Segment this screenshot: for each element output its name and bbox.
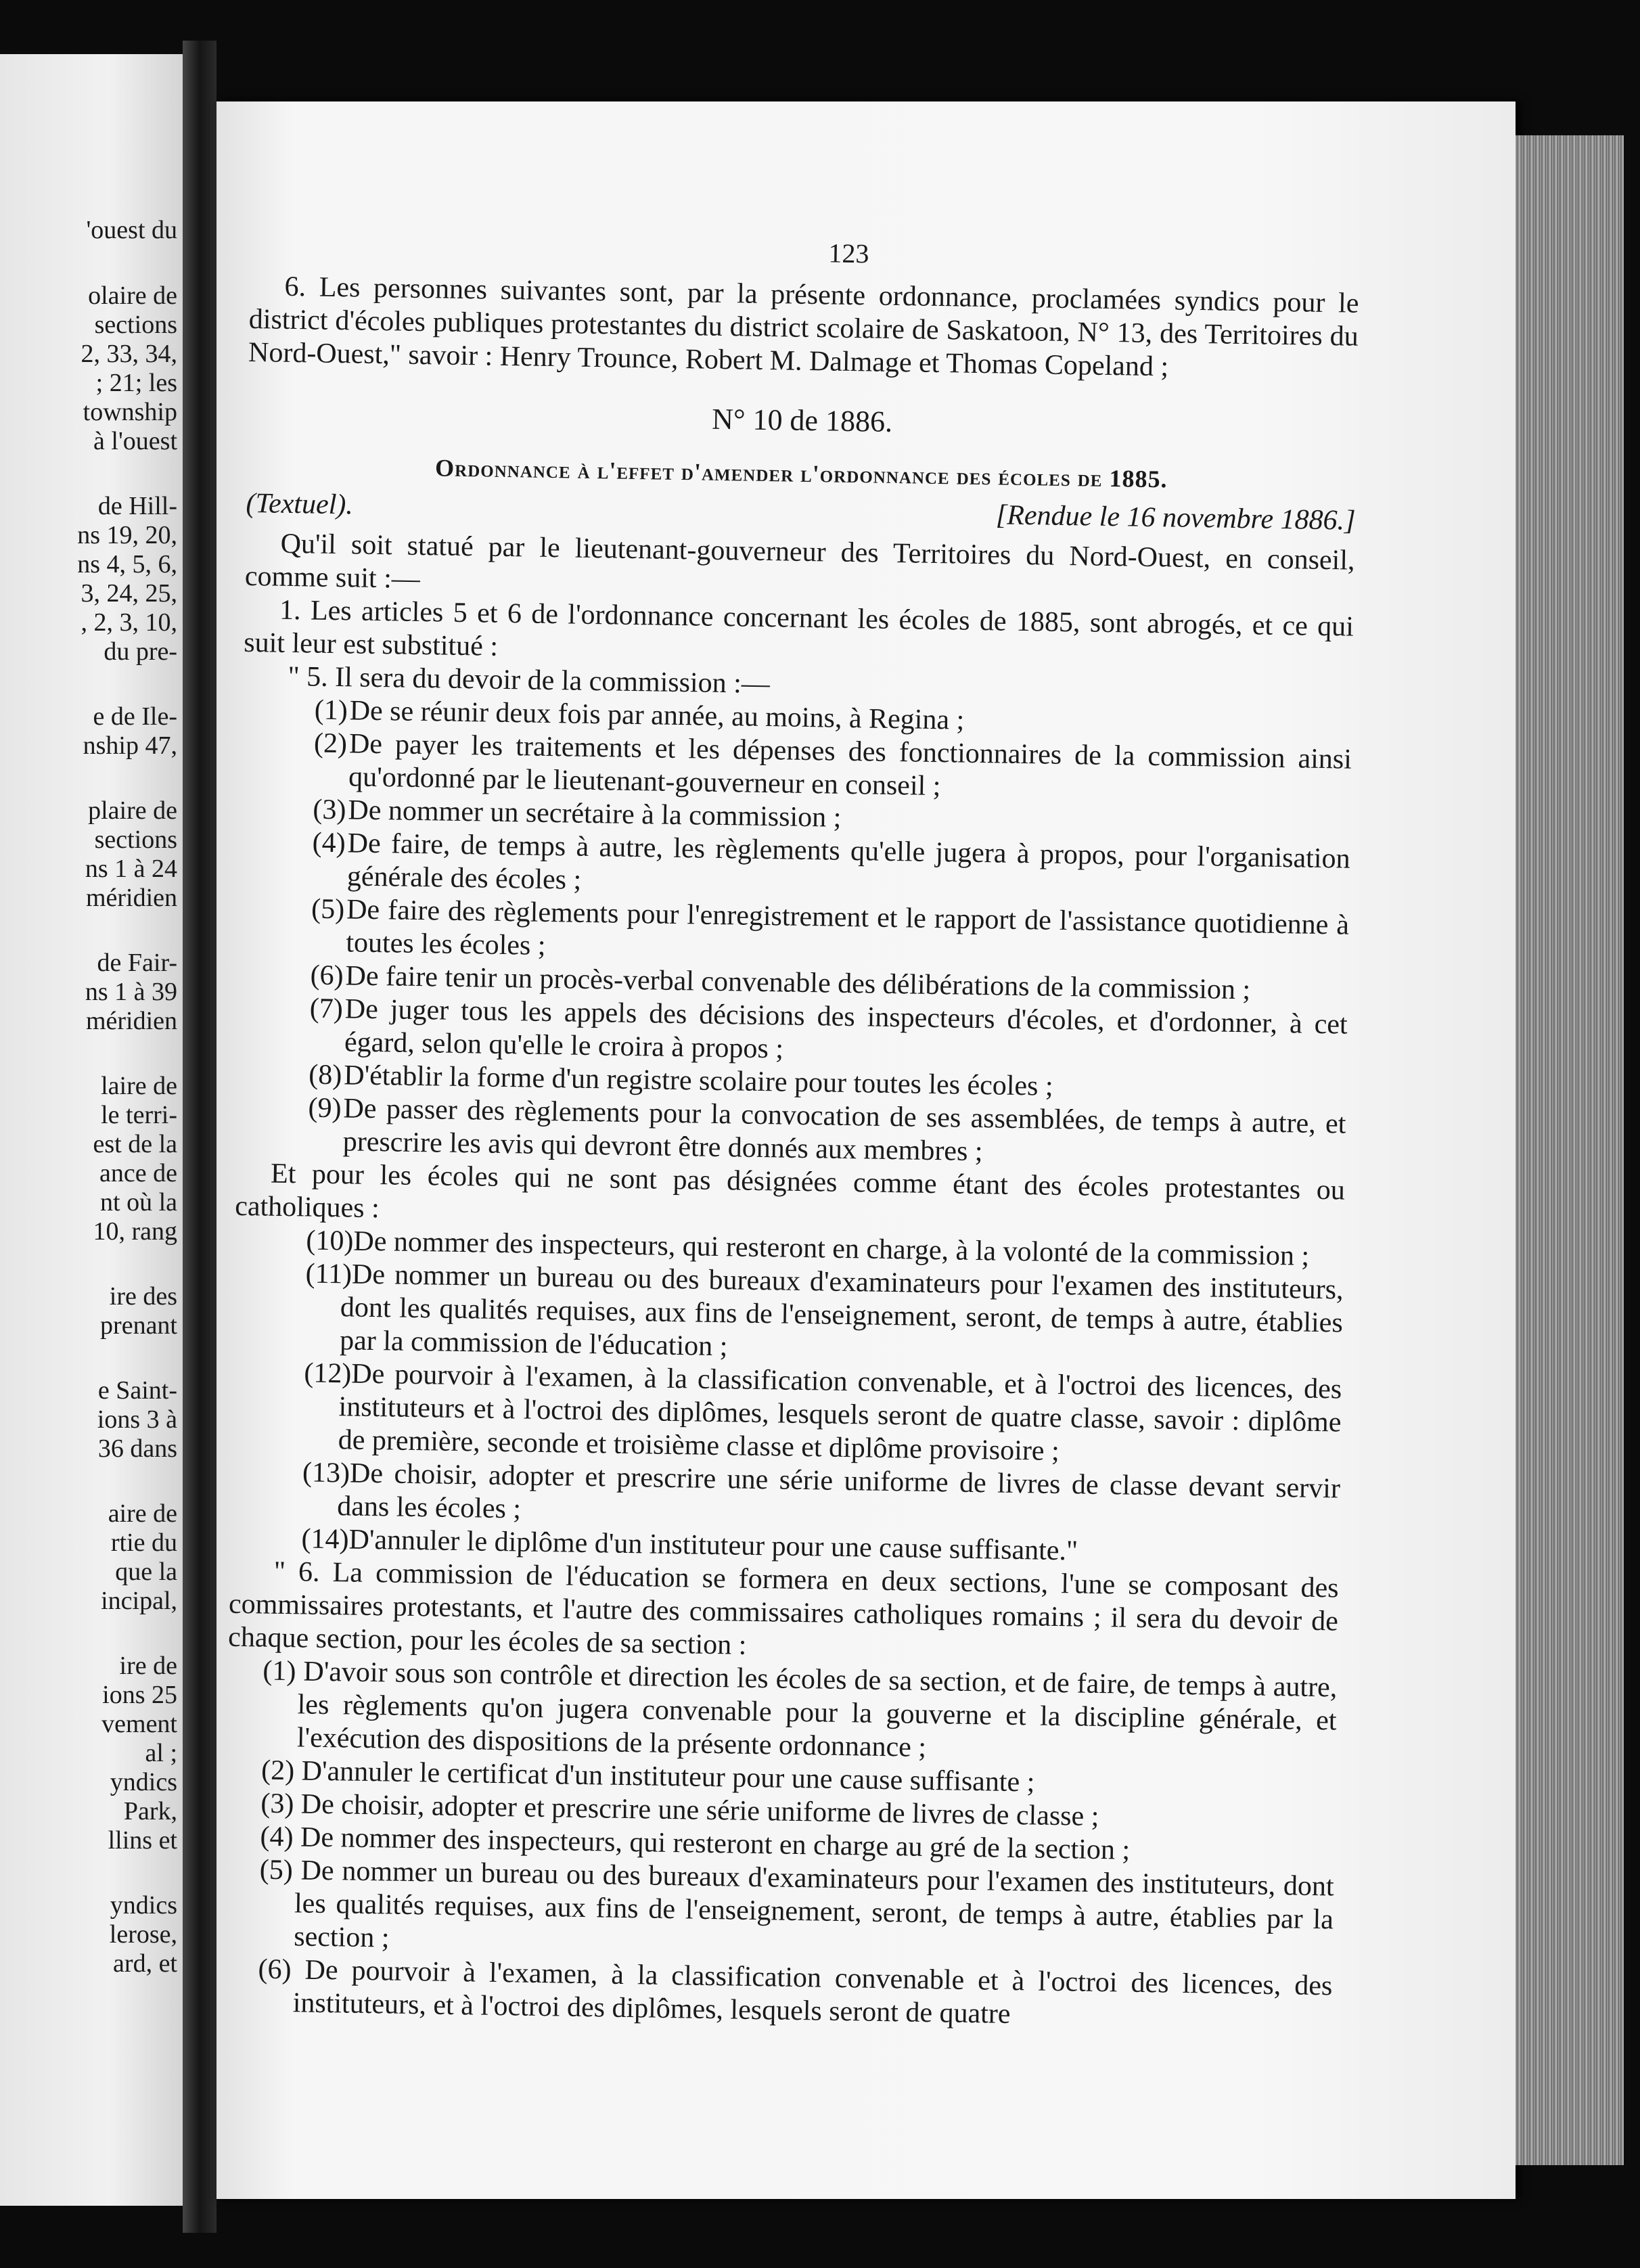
item-number: (7) (309, 993, 344, 1025)
left-page-line: llins et (108, 1826, 177, 1855)
item-text: De nommer des inspecteurs, qui resteront en charge au gré de la section ; (300, 1821, 1131, 1866)
item-number: (1) (314, 694, 348, 727)
left-page-line: ns 1 à 24 (85, 855, 177, 883)
item-text: De nommer un bureau ou des bureaux d'examinateurs pour l'examen des instituteurs, dont les qualités requises, aux fins de l'enseignement, seront, de temps à autre, établies par la commission de l'éducation ; (339, 1258, 1344, 1363)
left-page-line: , 2, 3, 10, (81, 608, 177, 637)
left-page-line: prenant (100, 1311, 177, 1340)
item-number: (8) (308, 1059, 342, 1091)
item-number: (1) (263, 1655, 304, 1687)
left-page-line: 36 dans (97, 1434, 177, 1463)
left-page-line: laire de (101, 1072, 177, 1100)
left-page-line: nship 47, (83, 731, 177, 760)
book-gutter (183, 41, 217, 2233)
item-number: (6) (310, 959, 344, 992)
left-page-line: incipal, (101, 1587, 177, 1615)
left-page-line: 2, 33, 34, (81, 340, 177, 368)
item-number: (6) (258, 1953, 305, 1986)
left-page-line: e Saint- (97, 1376, 177, 1405)
item-text: D'établir la forme d'un registre scolaire pour toutes les écoles ; (343, 1060, 1054, 1102)
item-number: (2) (260, 1754, 302, 1787)
left-page-line: rtie du (110, 1528, 177, 1557)
page-edges (1516, 135, 1624, 2165)
item-number: (3) (313, 794, 346, 826)
left-page-line: ire de (119, 1652, 177, 1680)
section-6-items (222, 1654, 1337, 2037)
item-text: De pourvoir à l'examen, à la classification convenable, et à l'octroi des licences, des instituteurs et à l'octroi des diplômes, lesquels seront de quatre classe, savoir : diplôme de première, seconde et troisième classe et diplôme provisoire ; (338, 1358, 1342, 1468)
item-text: De pourvoir à l'examen, à la classification convenable et à l'octroi des licences, des instituteurs, et à l'octroi des diplômes, lesquels seront de quatre (292, 1954, 1333, 2030)
left-page-line: ; 21; les (95, 369, 177, 397)
item-text: De choisir, adopter et prescrire une série uniforme de livres de classe ; (300, 1788, 1099, 1832)
list-item (231, 1356, 1342, 1473)
left-page-line: de Hill- (97, 492, 177, 520)
left-page-fragment (0, 54, 183, 2206)
item-text: De nommer des inspecteurs, qui resteront en charge, à la volonté de la commission ; (353, 1225, 1310, 1272)
item-number: (2) (313, 727, 348, 760)
section-6-intro: " 6. La commission de l'éducation se formera en deux sections, l'une se composant des commissaires protestants, et l'autre des commissaires catholiques romains ; il sera du devoir de chaque section, pour les écoles de sa section : (227, 1556, 1339, 1661)
ordinance-title: Ordonnance à l'effet d'amender l'ordonnance des écoles de 1885. (434, 454, 1168, 493)
left-page-line: sections (94, 311, 177, 339)
left-page-line: aire de (108, 1499, 177, 1528)
left-page-line: ns 1 à 39 (85, 978, 177, 1006)
article-1: 1. Les articles 5 et 6 de l'ordonnance concernant les écoles de 1885, sont abrogés, et ce qui suit leur est substitué : (243, 594, 1354, 662)
item-text: D'avoir sous son contrôle et direction les écoles de sa section, et de faire, de temps à autre, les règlements qu'on jugera convenable pour la gouverne et la discipline générale, et l'exécution des dispositions de la présente ordonnance ; (296, 1656, 1338, 1763)
left-page-line: nt où la (100, 1188, 177, 1217)
left-page-line: ns 4, 5, 6, (77, 550, 177, 579)
ordinance-number: N° 10 de 1886. (711, 402, 893, 438)
left-page-line: ard, et (113, 1949, 177, 1978)
item-text: De passer des règlements pour la convocation de ses assemblées, de temps à autre, et prescrire les avis qui devront être donnés aux membres ; (342, 1093, 1346, 1168)
page-text (222, 227, 1359, 2036)
left-page-line: 'ouest du (86, 216, 177, 244)
item-text: D'annuler le certificat d'un instituteur pour une cause suffisante ; (301, 1755, 1035, 1798)
left-page-line: de Fair- (97, 949, 177, 977)
item-text: De nommer un secrétaire à la commission ; (348, 794, 842, 834)
page-number: 123 (828, 237, 869, 269)
left-page-line: sections (94, 825, 177, 854)
left-page-line: méridien (85, 884, 177, 912)
item-text: De faire tenir un procès-verbal convenable des délibérations de la commission ; (345, 960, 1251, 1006)
left-page-line: est de la (93, 1130, 177, 1158)
item-text: De payer les traitements et les dépenses des fonctionnaires de la commission ainsi qu'ordonné par le lieutenant-gouverneur en conseil ; (348, 728, 1352, 802)
left-page-line: ire des (109, 1282, 177, 1311)
left-page-line: plaire de (88, 796, 177, 825)
left-page-line: que la (115, 1558, 177, 1586)
item-number: (4) (312, 827, 346, 859)
section-5-intro: " 5. Il sera du devoir de la commission :— (288, 660, 771, 700)
item-text: De faire des règlements pour l'enregistrement et le rapport de l'assistance quotidienne à toutes les écoles ; (346, 894, 1350, 961)
left-page-line: à l'ouest (93, 427, 177, 455)
item-number: (3) (260, 1788, 302, 1820)
paragraph-6: 6. Les personnes suivantes sont, par la présente ordonnance, proclamées syndics pour le district d'écoles publiques protestantes du district scolaire de Saskatoon, N° 13, des Territoires du Nord-Ouest," savoir : Henry Trounce, Robert M. Dalmage et Thomas Copeland ; (248, 271, 1359, 383)
item-number: (5) (311, 893, 345, 926)
item-number: (10) (306, 1225, 354, 1257)
textuel-label: (Textuel). (246, 487, 354, 521)
left-page-line: olaire de (88, 281, 177, 310)
left-page-line: le terri- (101, 1101, 177, 1129)
item-number: (13) (302, 1457, 350, 1489)
item-text: De nommer un bureau ou des bureaux d'examinateurs pour l'examen des instituteurs, dont les qualités requises, aux fins de l'enseignement, seront, de temps à autre, établies par la section ; (293, 1855, 1335, 1954)
left-page-line: yndics (110, 1891, 177, 1920)
left-page-line: ions 3 à (97, 1405, 177, 1434)
item-number: (4) (260, 1821, 301, 1853)
left-page-line: ions 25 (102, 1681, 177, 1709)
item-number: (5) (259, 1854, 302, 1886)
enactment-clause: Qu'il soit statué par le lieutenant-gouverneur des Territoires du Nord-Ouest, en conseil, comme suit :— (244, 528, 1355, 595)
rendue-date: [Rendue le 16 novembre 1886.] (995, 499, 1356, 537)
left-page-line: ance de (99, 1159, 177, 1187)
non-protestant-intro: Et pour les écoles qui ne sont pas désignées comme étant des écoles protestantes ou catholiques : (234, 1158, 1346, 1225)
item-text: De choisir, adopter et prescrire une série uniforme de livres de classe devant servir dans les écoles ; (336, 1457, 1341, 1525)
list-item (233, 1256, 1344, 1374)
left-page-line: 3, 24, 25, (81, 579, 177, 608)
left-page-line: yndics (110, 1768, 177, 1796)
left-page-line: e de Ile- (93, 702, 177, 731)
left-page-line: 10, rang (93, 1217, 177, 1246)
section-5-items-b (229, 1223, 1344, 1572)
item-text: D'annuler le diplôme d'un instituteur pour une cause suffisante." (348, 1524, 1078, 1567)
item-text: De se réunir deux fois par année, au moins, à Regina ; (349, 695, 965, 736)
item-text: De faire, de temps à autre, les règlements qu'elle jugera à propos, pour l'organisation générale des écoles ; (346, 827, 1350, 896)
item-number: (14) (301, 1523, 349, 1556)
left-page-line: ns 19, 20, (77, 521, 177, 549)
item-number: (12) (304, 1357, 352, 1390)
left-page-line: vement (101, 1710, 177, 1738)
item-number: (9) (308, 1092, 342, 1125)
list-item (223, 1853, 1334, 1970)
left-page-line: méridien (85, 1007, 177, 1035)
left-page-line: lerose, (109, 1920, 177, 1949)
left-page-line: du pre- (104, 637, 177, 666)
item-number: (11) (305, 1258, 352, 1290)
left-page-line: Park, (123, 1797, 177, 1825)
section-5-items (235, 693, 1352, 1175)
item-text: De juger tous les appels des décisions des inspecteurs d'écoles, et d'ordonner, à cet égard, selon qu'elle le croira à propos ; (344, 993, 1348, 1065)
list-item (227, 1654, 1338, 1771)
left-page-line: al ; (145, 1739, 177, 1767)
left-page-line: township (83, 398, 177, 426)
